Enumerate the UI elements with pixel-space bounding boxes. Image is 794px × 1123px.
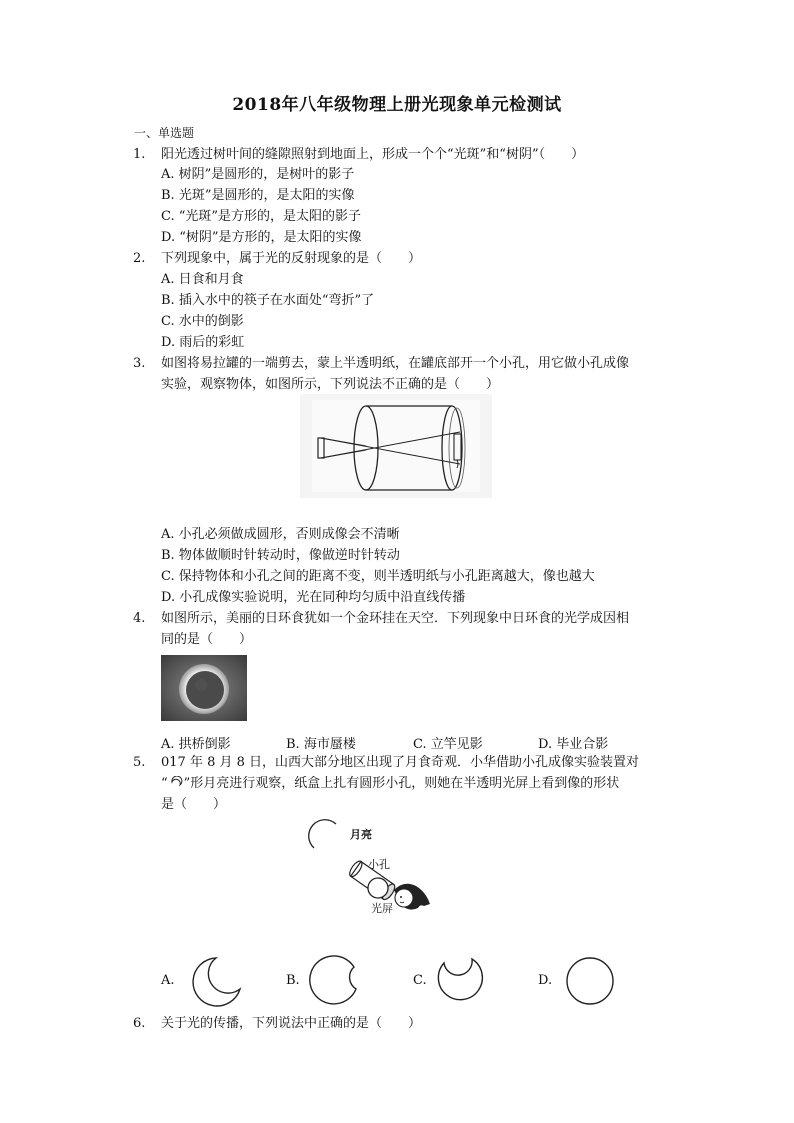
question-text: 017 年 8 月 8 日，山西大部分地区出现了月食奇观．小华借助小孔成像实验装置对 <box>161 755 640 770</box>
label-pinhole: 小孔 <box>368 858 390 871</box>
question-number: 5. <box>133 755 146 770</box>
question-number: 3. <box>133 356 146 371</box>
option-c: C. “光斑”是方形的，是太阳的影子 <box>161 209 362 224</box>
option-c: C. 水中的倒影 <box>161 314 244 329</box>
label-screen: 光屏 <box>371 902 393 915</box>
section-heading: 一、单选题 <box>134 126 195 140</box>
choice-b-shape <box>308 955 368 1007</box>
choice-b-label: B. <box>286 973 300 988</box>
option-b: B. 光斑”是圆形的，是太阳的实像 <box>161 188 355 203</box>
option-b: B. 海市蜃楼 <box>286 737 356 752</box>
option-a: A. 日食和月食 <box>161 272 244 287</box>
option-a: A. 树阴”是圆形的，是树叶的影子 <box>161 167 355 182</box>
question-number: 1. <box>133 147 146 162</box>
question-text: 是（ ） <box>161 797 227 812</box>
choice-a-label: A. <box>161 973 175 988</box>
question-text: 关于光的传播，下列说法中正确的是（ ） <box>161 1016 422 1031</box>
question-text: 如图所示，美丽的日环食犹如一个金环挂在天空．下列现象中日环食的光学成因相 <box>161 611 630 626</box>
choice-c-label: C. <box>413 973 427 988</box>
option-d: D. 毕业合影 <box>538 737 609 752</box>
question-text <box>161 775 619 793</box>
option-c: C. 立竿见影 <box>413 737 483 752</box>
option-a: A. 小孔必须做成圆形，否则成像会不清晰 <box>161 527 400 542</box>
choice-d-shape <box>560 955 620 1007</box>
pinhole-can-figure <box>300 394 492 498</box>
question-text: 实验，观察物体，如图所示，下列说法不正确的是（ ） <box>161 377 500 392</box>
option-d: D. 雨后的彩虹 <box>161 335 245 350</box>
question-text: 阳光透过树叶间的缝隙照射到地面上，形成一个个“光斑”和“树阴”（ ） <box>161 147 585 162</box>
option-c: C. 保持物体和小孔之间的距离不变，则半透明纸与小孔距离越大，像也越大 <box>161 569 595 584</box>
choice-d-label: D. <box>538 973 553 988</box>
question-number: 2. <box>133 251 146 266</box>
crescent-moon-icon <box>168 776 184 788</box>
option-d: D. “树阴”是方形的，是太阳的实像 <box>161 230 362 245</box>
option-d: D. 小孔成像实验说明，光在同种均匀质中沿直线传播 <box>161 590 466 605</box>
question-text: 同的是（ ） <box>161 632 253 647</box>
choice-a-shape <box>192 955 252 1007</box>
question-text-rest: ”形月亮进行观察，纸盒上扎有圆形小孔，则她在半透明光屏上看到像的形状 <box>183 776 620 791</box>
label-moon: 月亮 <box>350 828 372 841</box>
question-text: 如图将易拉罐的一端剪去，蒙上半透明纸，在罐底部开一个小孔，用它做小孔成像 <box>161 356 630 371</box>
option-b: B. 物体做顺时针转动时，像做逆时针转动 <box>161 548 400 563</box>
choice-c-shape <box>432 955 492 1007</box>
question-number: 6. <box>133 1016 146 1031</box>
page-title: 2018年八年级物理上册光现象单元检测试 <box>232 95 562 115</box>
option-a: A. 拱桥倒影 <box>161 737 231 752</box>
annular-eclipse-photo <box>161 655 247 721</box>
question-number: 4. <box>133 611 146 626</box>
option-b: B. 插入水中的筷子在水面处“弯折”了 <box>161 293 375 308</box>
open-quote: “ <box>161 776 168 791</box>
question-text: 下列现象中，属于光的反射现象的是（ ） <box>161 251 422 266</box>
